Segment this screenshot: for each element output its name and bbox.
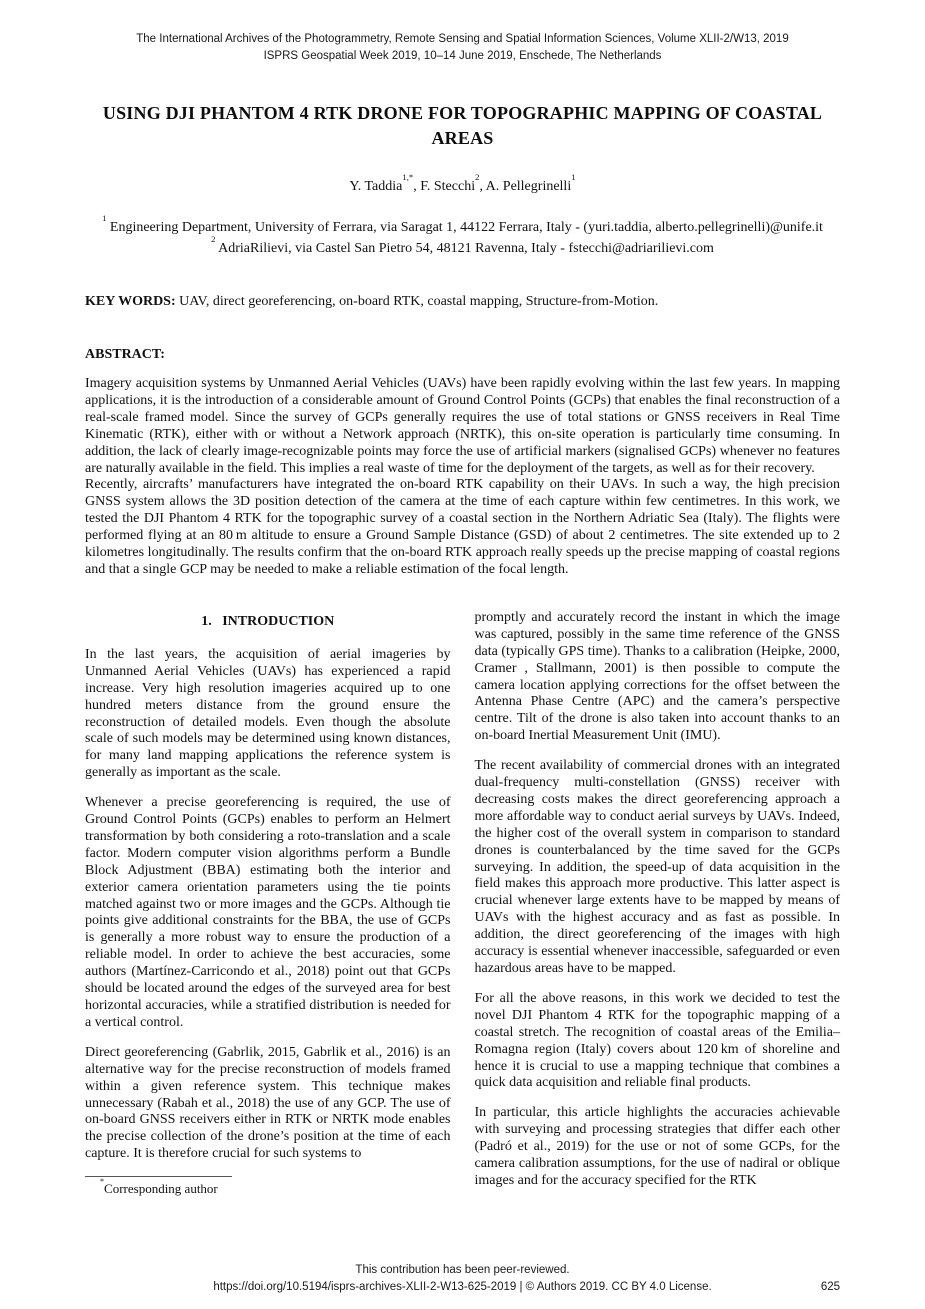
abstract-paragraph-2: Recently, aircrafts’ manufacturers have integrated the on-board RTK capability on their UAVs. In such a way, the high precision GNSS system allows the 3D position detection of the camera at the time of each capture within few centimetres. In this work, we tested the DJI Phantom 4 RTK for the topographic survey of a coastal section in the Northern Adriatic Sea (Italy). The flights were performed flying at an 80 m altitude to ensure a Ground Sample Distance (GSD) of about 2 centimetres. The site extended up to 2 kilometres longitudinally. The results confirm that the on-board RTK approach really speeds up the precise mapping of coastal regions and that a single GCP may be needed to make a reliable estimation of the focal length. bbox=[85, 477, 840, 577]
keywords-text: UAV, direct georeferencing, on-board RTK, coastal mapping, Structure-from-Motion. bbox=[175, 294, 659, 309]
journal-header-line1: The International Archives of the Photogrammetry, Remote Sensing and Spatial Information Sciences, Volume XLII-2/W13, 2019 bbox=[136, 33, 789, 45]
intro-left-paragraph-2: Whenever a precise georeferencing is required, the use of Ground Control Points (GCPs) enables to perform an Helmert transformation by both considering a roto-translation and a scale factor. Modern computer vision algorithms perform a Bundle Block Adjustment (BBA) estimating both the interior and exterior camera orientation parameters using the tie points matched against two or more images and the GCPs. Although tie points give additional constraints for the BBA, the use of GCPs is generally a more robust way to ensure the production of a reliable model. In order to achieve the best accuracies, some authors (Martínez-Carricondo et al., 2018) point out that GCPs should be located around the edges of the surveyed area for best horizontal accuracies, while a stratified distribution is needed for a vertical control. bbox=[85, 795, 451, 1030]
intro-right-paragraph-3: For all the above reasons, in this work we decided to test the novel DJI Phantom 4 RTK for the topographic mapping of a coastal stretch. The recognition of coastal areas of the Emilia–Romagna region (Italy) covers about 120 km of shoreline and hence it is crucial to use a mapping technique that combines a quick data acquisition and reliable final products. bbox=[474, 990, 840, 1091]
two-column-body bbox=[85, 610, 840, 1197]
footnote-marker: * bbox=[100, 1176, 105, 1186]
intro-right-paragraph-4: In particular, this article highlights the accuracies achievable with surveying and processing strategies that differ each other (Padró et al., 2019) for the use or not of some GCPs, for the camera calibration assumptions, for the use of nadiral or oblique images and for the accuracy specified for the RTK bbox=[474, 1105, 840, 1188]
author-3: A. Pellegrinelli bbox=[485, 179, 572, 194]
paper-title-line2: AREAS bbox=[431, 128, 494, 148]
affiliation-2 bbox=[85, 234, 840, 259]
intro-right-paragraph-2: The recent availability of commercial drones with an integrated dual-frequency multi-constellation (GNSS) receiver with decreasing costs makes the direct georeferencing approach a more affordable way to conduct aerial surveys by UAVs. Indeed, the higher cost of the overall system in comparison to standard drones is counterbalanced by the time saved for the GCPs surveying. In addition, the speed-up of data acquisition in the field makes this approach more productive. This latter aspect is crucial whenever large extents have to be mapped by means of UAVs with the highest accuracy and as fast as possible. In addition, the direct georeferencing of the images with high accuracy is essential whenever inaccessible, safeguarded or even hazardous areas have to be mapped. bbox=[474, 758, 840, 976]
authors-line bbox=[85, 172, 840, 196]
paper-title-line1: USING DJI PHANTOM 4 RTK DRONE FOR TOPOGRAPHIC MAPPING OF COASTAL bbox=[102, 103, 823, 123]
section-heading-introduction: 1. INTRODUCTION bbox=[201, 613, 335, 629]
footnote-label: Corresponding author bbox=[104, 1181, 218, 1197]
abstract-paragraph-1: Imagery acquisition systems by Unmanned Aerial Vehicles (UAVs) have been rapidly evolving within the last few years. In mapping applications, it is the introduction of a considerable amount of Ground Control Points (GCPs) that enables the final reconstruction of a real-scale framed model. Since the survey of GCPs generally requires the use of total stations or GNSS receivers in Real Time Kinematic (RTK), either with or without a Network approach (NRTK), this on-site operation is particularly time consuming. In addition, the lack of clearly image-recognizable points may force the use of artificial markers (signalised GCPs) whenever no features are naturally available in the field. This implies a real waste of time for the deployment of the targets, as well as for their recovery. bbox=[85, 376, 840, 476]
affiliation-1-text: Engineering Department, University of Ferrara, via Saragat 1, 44122 Ferrara, Italy - (yuri.taddia, alberto.pellegrinelli)@unife.it bbox=[106, 220, 823, 235]
author-3-affiliation-mark: 1 bbox=[571, 172, 576, 183]
page-footer bbox=[85, 1262, 840, 1296]
author-1-affiliation-mark: 1,* bbox=[402, 172, 414, 183]
journal-header-line2: ISPRS Geospatial Week 2019, 10–14 June 2019, Enschede, The Netherlands bbox=[263, 50, 662, 62]
intro-right-paragraph-1: promptly and accurately record the instant in which the image was captured, possibly in the same time reference of the GNSS data (typically GPS time). Thanks to a calibration (Heipke, 2000, Cramer , Stallmann, 2001) is then possible to compute the camera location applying corrections for the offset between the Antenna Phase Centre (APC) and the camera’s perspective centre. Tilt of the drone is also taken into account thanks to an on-board Inertial Measurement Unit (IMU). bbox=[474, 609, 840, 744]
footnote-rule bbox=[85, 1176, 232, 1177]
abstract-label: ABSTRACT: bbox=[85, 347, 165, 362]
page-number: 625 bbox=[820, 1281, 840, 1293]
intro-left-paragraph-1: In the last years, the acquisition of aerial imageries by Unmanned Aerial Vehicles (UAVs) has experienced a rapid increase. Very high resolution imageries acquired up to one hundred meters distance from the ground ensure the reconstruction of detailed models. Even though the absolute scale of such models may be determined using known distances, for many land mapping applications the reference system is generally as important as the scale. bbox=[85, 646, 451, 781]
keywords-line bbox=[85, 293, 840, 310]
footer-line2: https://doi.org/10.5194/isprs-archives-XLII-2-W13-625-2019 | © Authors 2019. CC BY 4.0 License. bbox=[213, 1281, 712, 1293]
affiliation-2-text: AdriaRilievi, via Castel San Pietro 54, 48121 Ravenna, Italy - fstecchi@adriarilievi.com bbox=[215, 241, 714, 256]
abstract-body bbox=[85, 376, 840, 579]
author-2: F. Stecchi bbox=[420, 179, 476, 194]
paper-title bbox=[85, 101, 840, 151]
right-column bbox=[475, 610, 841, 1197]
author-1: Y. Taddia bbox=[349, 179, 403, 194]
corresponding-author-footnote bbox=[85, 1176, 451, 1197]
footnote-text bbox=[85, 1176, 451, 1197]
affiliation-2-mark: 2 bbox=[211, 234, 216, 245]
intro-left-paragraph-3: Direct georeferencing (Gabrlik, 2015, Gabrlik et al., 2016) is an alternative way for the precise reconstruction of models framed within a given reference system. This technique makes unnecessary (Rabah et al., 2018) the use of any GCP. The use of on-board GNSS receivers either in RTK or NRTK mode enables the precise collection of the drone’s position at the time of each capture. It is therefore crucial for such systems to bbox=[85, 1044, 451, 1162]
affiliations bbox=[85, 213, 840, 259]
keywords-label: KEY WORDS: bbox=[85, 294, 176, 309]
left-column bbox=[85, 610, 451, 1197]
journal-header bbox=[85, 0, 840, 65]
author-separator-1: , bbox=[413, 179, 421, 194]
author-separator-2: , bbox=[479, 179, 486, 194]
affiliation-1 bbox=[85, 213, 840, 238]
author-2-affiliation-mark: 2 bbox=[475, 172, 480, 183]
affiliation-1-mark: 1 bbox=[102, 213, 107, 224]
footer-line1: This contribution has been peer-reviewed. bbox=[355, 1264, 570, 1276]
